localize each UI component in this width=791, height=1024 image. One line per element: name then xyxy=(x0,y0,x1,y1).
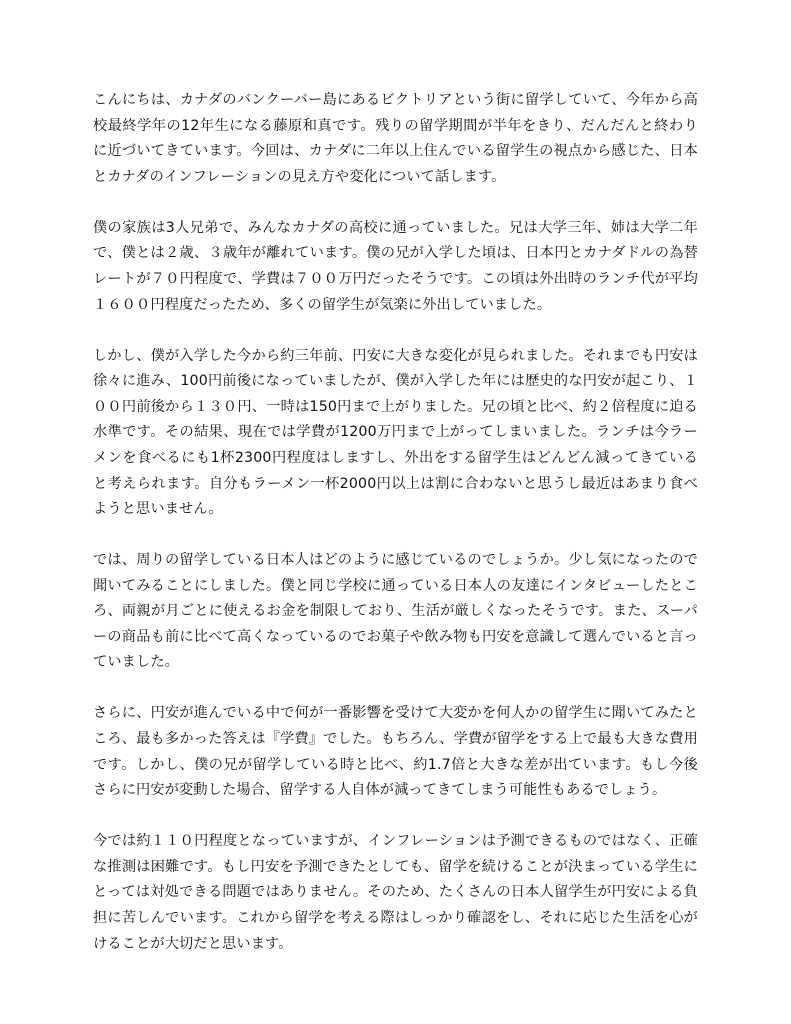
paragraph-yen-change: しかし、僕が入学した今から約三年前、円安に大きな変化が見られました。それまでも円安は徐々に進み、100円前後になっていましたが、僕が入学した年には歴史的な円安が起こり、１００円前後から１３０円、一時は150円まで上がりました。兄の頃と比べ、約２倍程度に迫る水準です。その結果、現在では学費が1200万円まで上がってしまいました。ランチは今ラーメンを食べるにも1杯2300円程度はしますし、外出をする留学生はどんどん減ってきていると考えられます。自分もラーメン一杯2000円以上は割に合わないと思うし最近はあまり食べようと思いません。 xyxy=(93,347,698,518)
paragraph-tuition: さらに、円安が進んでいる中で何が一番影響を受けて大変かを何人かの留学生に聞いてみたところ、最も多かった答えは『学費』でした。もちろん、学費が留学をする上で最も大きな費用です。しかし、僕の兄が留学している時と比べ、約1.7倍と大きな差が出ています。もし今後さらに円安が変動した場合、留学する人自体が減ってきてしまう可能性もあるでしょう。 xyxy=(93,705,698,799)
document-page xyxy=(93,88,698,983)
paragraph-conclusion: 今では約１１０円程度となっていますが、インフレーションは予測できるものではなく、正確な推測は困難です。もし円安を予測できたとしても、留学を続けることが決まっている学生にとっては対処できる問題ではありません。そのため、たくさんの日本人留学生が円安による負担に苦しんでいます。これから留学を考える際はしっかり確認をし、それに応じた生活を心がけることが大切だと思います。 xyxy=(93,833,698,952)
paragraph-interview: では、周りの留学している日本人はどのように感じているのでしょうか。少し気になったので聞いてみることにしました。僕と同じ学校に通っている日本人の友達にインタビューしたところ、両親が月ごとに使えるお金を制限しており、生活が厳しくなったそうです。また、スーパーの商品も前に比べて高くなっているのでお菓子や飲み物も円安を意識して選んでいると言っていました。 xyxy=(93,552,698,671)
paragraph-intro: こんにちは、カナダのバンクーバー島にあるビクトリアという街に留学していて、今年から高校最終学年の12年生になる藤原和真です。残りの留学期間が半年をきり、だんだんと終わりに近づいてきています。今回は、カナダに二年以上住んでいる留学生の視点から感じた、日本とカナダのインフレーションの見え方や変化について話します。 xyxy=(93,92,698,185)
paragraph-family: 僕の家族は3人兄弟で、みんなカナダの高校に通っていました。兄は大学三年、姉は大学二年で、僕とは２歳、３歳年が離れています。僕の兄が入学した頃は、日本円とカナダドルの為替レートが７０円程度で、学費は７００万円だったそうです。この頃は外出時のランチ代が平均１６００円程度だったため、多くの留学生が気楽に外出していました。 xyxy=(93,219,698,313)
